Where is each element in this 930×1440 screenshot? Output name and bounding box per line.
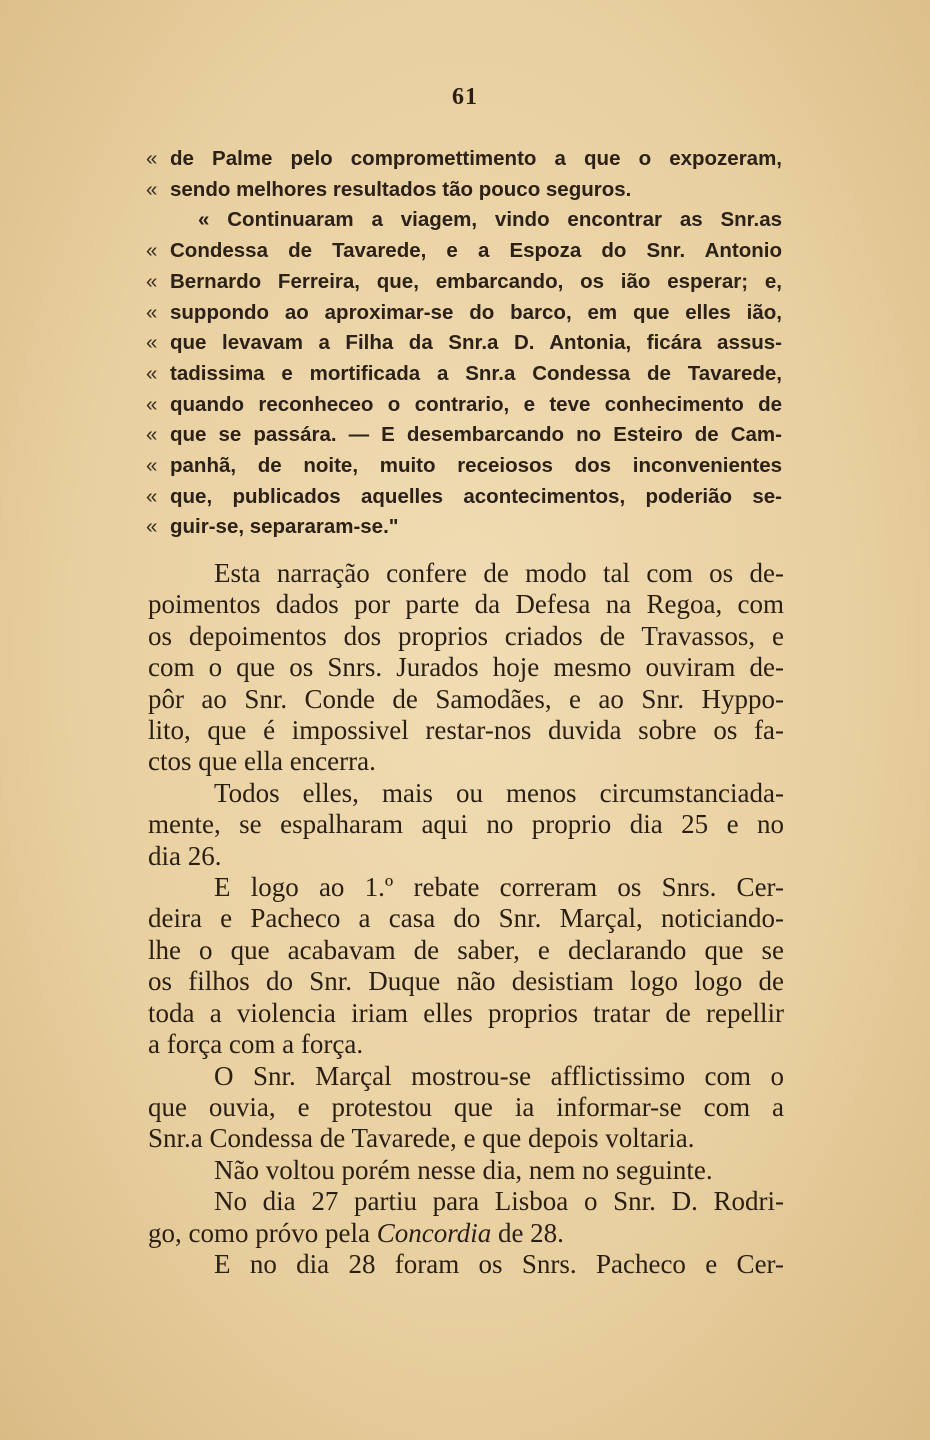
body-line: E no dia 28 foram os Snrs. Pacheco e Cer- — [214, 1248, 784, 1279]
page-number: 61 — [452, 84, 478, 110]
body-line: Esta narração confere de modo tal com os de- — [214, 558, 784, 588]
quote-mark — [146, 205, 170, 236]
quote-mark: « — [146, 269, 158, 293]
body-line: Todos elles, mais ou menos circumstanciada- — [214, 777, 784, 808]
body-line: com o que os Snrs. Jurados hoje mesmo ouviram de- — [148, 652, 784, 683]
quote-line — [146, 175, 782, 206]
quote-mark: « — [146, 392, 158, 416]
quote-line — [146, 482, 782, 513]
body-line — [148, 1218, 784, 1249]
quote-line-text: Condessa de Tavarede, e a Espoza do Snr. Antonio — [170, 239, 782, 263]
quote-mark: « — [146, 361, 158, 385]
quote-mark: « — [146, 177, 158, 201]
quote-line-text: de Palme pelo compromettimento a que o expozeram, — [170, 147, 782, 170]
body-text — [148, 558, 784, 1280]
quote-line — [146, 144, 782, 175]
body-line: pôr ao Snr. Conde de Samodães, e ao Snr. Hyppo- — [148, 683, 784, 714]
body-line: lito, que é impossivel restar-nos duvida sobre os fa- — [148, 715, 784, 746]
quote-mark: « — [146, 515, 158, 539]
body-line: mente, se espalharam aqui no proprio dia 25 e no — [148, 809, 784, 840]
quote-line-text: que levavam a Filha da Snr.a D. Antonia, ficára assus- — [170, 331, 782, 355]
body-line: poimentos dados por parte da Defesa na Regoa, com — [148, 589, 784, 620]
body-line: que ouvia, e protestou que ia informar-se com a — [148, 1091, 784, 1122]
quote-line-text: quando reconheceo o contrario, e teve conhecimento de — [170, 392, 782, 416]
quote-line-text: que se passára. — E desembarcando no Esteiro de Cam- — [170, 423, 782, 447]
quote-line — [146, 359, 782, 390]
quote-line — [146, 451, 782, 482]
quote-line — [146, 390, 782, 421]
quote-line-text: tadissima e mortificada a Snr.a Condessa de Tavarede, — [170, 361, 782, 385]
body-line: os filhos do Snr. Duque não desistiam logo logo de — [148, 966, 784, 997]
quote-mark: « — [146, 239, 158, 263]
body-line: a força com a força. — [148, 1029, 364, 1060]
quote-line — [146, 512, 782, 543]
quote-line-text: Bernardo Ferreira, que, embarcando, os ião esperar; e, — [170, 269, 782, 293]
quote-mark: « — [146, 454, 158, 478]
quote-mark: « — [146, 147, 158, 170]
quote-line — [146, 328, 782, 359]
body-line: os depoimentos dos proprios criados de Travassos, e — [148, 620, 784, 651]
body-line: Snr.a Condessa de Tavarede, e que depois voltaria. — [148, 1123, 695, 1154]
body-line: dia 26. — [148, 840, 222, 871]
body-line: Não voltou porém nesse dia, nem no seguinte. — [214, 1154, 713, 1185]
quote-line — [146, 205, 782, 236]
quote-mark: « — [146, 300, 158, 324]
quote-line — [146, 236, 782, 267]
quote-mark: « — [146, 484, 158, 508]
quote-line-text: panhã, de noite, muito receiosos dos inconvenientes — [170, 454, 782, 478]
body-line: E logo ao 1.º rebate correram os Snrs. Cer- — [214, 872, 784, 903]
quote-line — [146, 267, 782, 298]
body-line: O Snr. Marçal mostrou-se afflictissimo com o — [214, 1060, 784, 1091]
italic-title: Concordia — [376, 1217, 492, 1248]
body-line: lhe o que acabavam de saber, e declarando que se — [148, 934, 784, 965]
quote-line-text: que, publicados aquelles acontecimentos, poderião se- — [170, 484, 782, 508]
body-line: toda a violencia iriam elles proprios tratar de repellir — [148, 997, 784, 1028]
quote-line-text: guir-se, separaram-se." — [170, 515, 399, 539]
quote-mark: « — [146, 423, 158, 447]
body-line-text: go, como próvo pela — [148, 1217, 377, 1248]
body-line: deira e Pacheco a casa do Snr. Marçal, noticiando- — [148, 903, 784, 934]
quoted-passage — [146, 144, 782, 543]
body-line-text: de 28. — [491, 1217, 564, 1248]
body-line: No dia 27 partiu para Lisboa o Snr. D. Rodri- — [214, 1186, 784, 1217]
quote-line-text: sendo melhores resultados tão pouco seguros. — [170, 177, 632, 201]
quote-mark: « — [146, 331, 158, 355]
quote-line — [146, 298, 782, 329]
quote-line-text: « Continuaram a viagem, vindo encontrar as Snr.as — [198, 208, 782, 232]
quote-line-text: suppondo ao aproximar-se do barco, em que elles ião, — [170, 300, 782, 324]
quote-line — [146, 420, 782, 451]
body-line: ctos que ella encerra. — [148, 746, 376, 777]
